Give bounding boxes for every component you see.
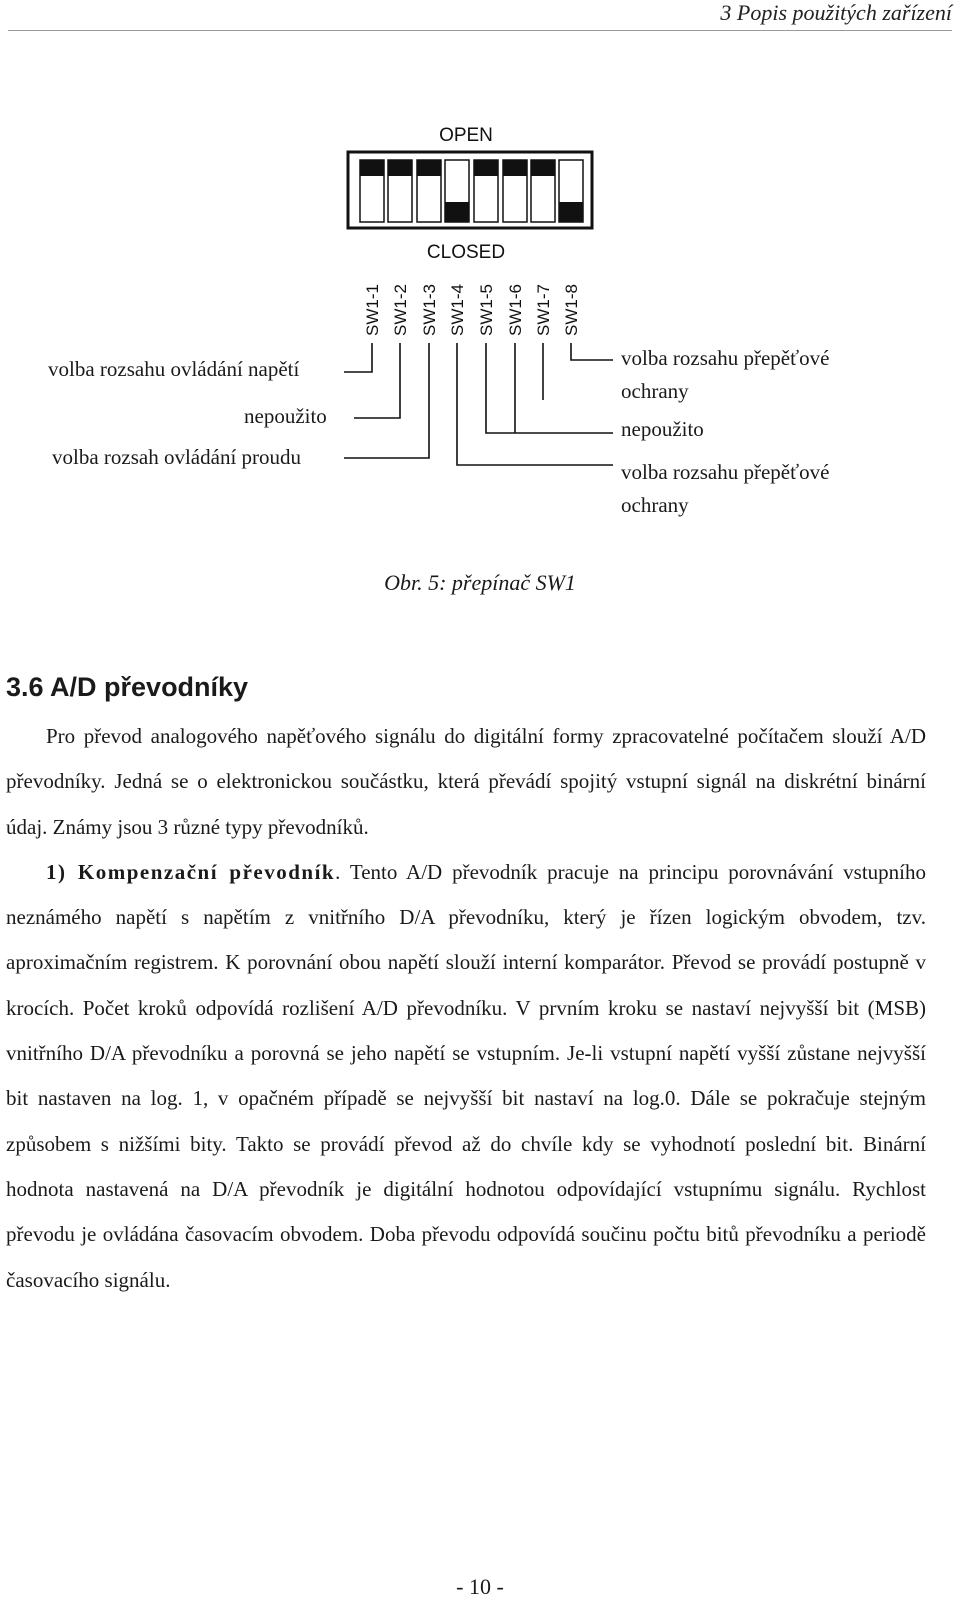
leader-sw4 <box>457 343 613 465</box>
leader-sw8 <box>571 343 613 360</box>
dip-lever <box>503 160 527 176</box>
label-overvoltage-1-line2: ochrany <box>621 379 689 403</box>
section-heading: 3.6 A/D převodníky <box>6 672 249 702</box>
paragraph-compensation-body: . Tento A/D převodník pracuje na principu porovnávání vstupního neznámého napětí s napětím z vnitřního D/A převodníku, který je řízen logickým obvodem, tzv. aproximačním registrem. K porovnání obou napětí slouží interní komparátor. Převod se provádí postupně v krocích. Počet kroků odpovídá rozlišení A/D převodníku. V prvním kroku se nastaví nejvyšší bit (MSB) vnitřního D/A převodníku a porovná se jeho napětí se vstupním. Je-li vstupní napětí vyšší zůstane nejvyšší bit nastaven na log. 1, v opačném případě se nejvyšší bit nastaví na log.0. Dále se pokračuje stejným způsobem s nižšími bity. Takto se provádí převod až do chvíle kdy se vyhodnotí poslední bit. Binární hodnota nastavená na D/A převodník je digitální hodnotou odpovídající vstupnímu signálu. Rychlost převodu je ovládána časovacím obvodem. Doba převodu odpovídá součinu počtu bitů převodníku a periodě časovacího signálu. <box>6 859 926 1292</box>
dip-lever <box>531 160 555 176</box>
switch-label: SW1-4 <box>448 284 467 336</box>
label-current-range: volba rozsah ovládání proudu <box>52 445 302 469</box>
paragraph-intro: Pro převod analogového napěťového signálu do digitální formy zpracovatelné počítačem slouží A/D převodníky. Jedná se o elektronickou součástku, která převádí spojitý vstupní signál na diskrétní binární údaj. Známy jsou 3 různé typy převodníků. <box>6 724 926 839</box>
paragraph-compensation <box>6 850 926 1303</box>
dip-lever <box>388 160 412 176</box>
dip-lever <box>474 160 498 176</box>
leader-sw2 <box>354 343 400 418</box>
leader-sw1 <box>344 343 372 372</box>
label-overvoltage-1-line1: volba rozsahu přepěťové <box>621 346 830 370</box>
switch-label: SW1-6 <box>506 284 525 336</box>
dip-lever <box>417 160 441 176</box>
switch-label: SW1-5 <box>477 284 496 336</box>
leader-sw5 <box>486 343 613 433</box>
leader-lines <box>344 343 613 465</box>
leader-sw3 <box>344 343 429 458</box>
switch-labels <box>363 284 581 336</box>
label-overvoltage-2-line2: ochrany <box>621 493 689 517</box>
label-voltage-range: volba rozsahu ovládání napětí <box>48 357 300 381</box>
dip-lever <box>559 202 583 222</box>
paragraph-lead: 1) Kompenzační převodník <box>46 859 336 884</box>
closed-label: CLOSED <box>426 242 506 263</box>
label-unused-left: nepoužito <box>244 404 327 428</box>
open-label: OPEN <box>439 125 493 146</box>
switch-label: SW1-8 <box>562 284 581 336</box>
section-body <box>6 714 926 1303</box>
label-unused-right: nepoužito <box>621 417 704 441</box>
switch-label: SW1-2 <box>391 284 410 336</box>
figure-caption: Obr. 5: přepínač SW1 <box>384 570 576 595</box>
page-number: - 10 - <box>456 1574 504 1599</box>
label-overvoltage-2-line1: volba rozsahu přepěťové <box>621 460 830 484</box>
dip-lever <box>360 160 384 176</box>
switch-label: SW1-7 <box>534 284 553 336</box>
dip-lever <box>445 202 469 222</box>
switch-label: SW1-3 <box>420 284 439 336</box>
switch-label: SW1-1 <box>363 284 382 336</box>
chapter-header: 3 Popis použitých zařízení <box>720 0 952 25</box>
